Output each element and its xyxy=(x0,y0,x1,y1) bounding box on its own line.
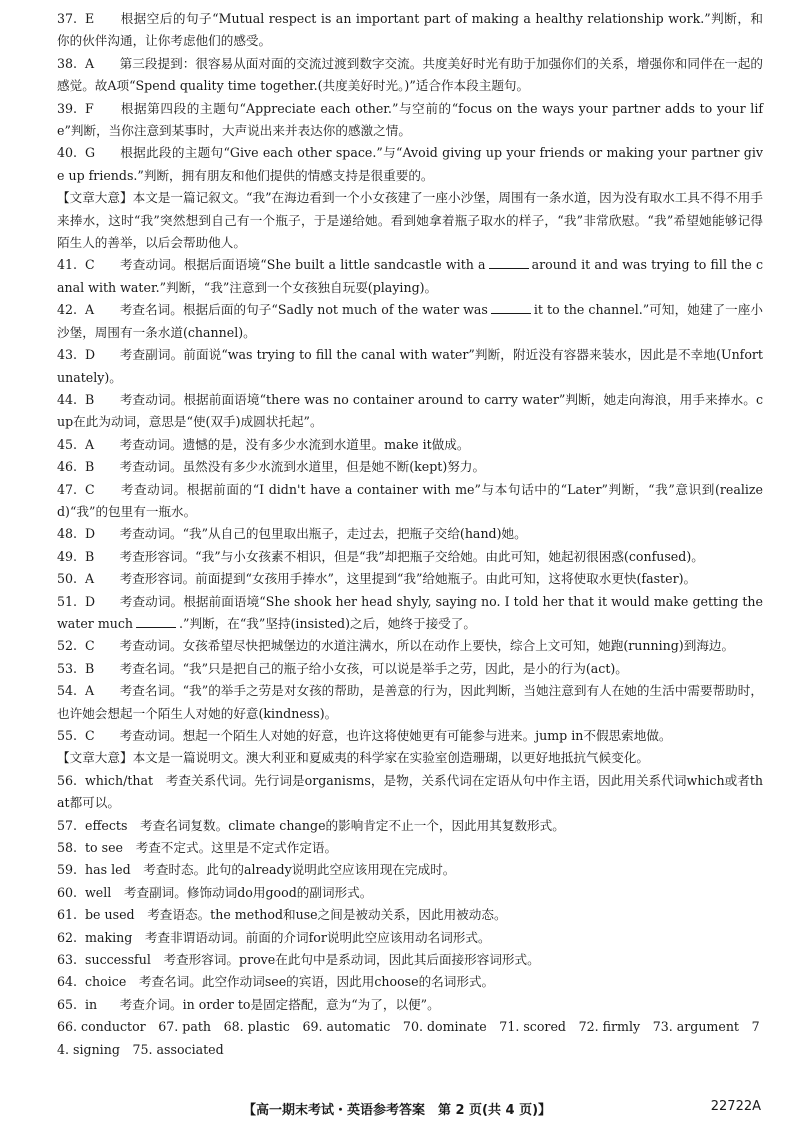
explanation-text: 考查形容词。“我”与小女孩素不相识，但是“我”却把瓶子交给她。由此可知，她起初很困惑(confused)。 xyxy=(119,548,704,564)
fill-blank-line xyxy=(491,301,531,314)
answer-key: well xyxy=(85,884,112,900)
answer-key: making xyxy=(85,929,133,945)
explanation-text: 考查动词。虽然没有多少水流到水道里，但是她不断(kept)努力。 xyxy=(119,459,486,475)
question-number: 37. xyxy=(57,11,78,26)
answer-key: A xyxy=(85,55,95,71)
explanation-text: 第三段提到：很容易从面对面的交流过渡到数字交流。共度美好时光有助于加强你们的关系，增强你和同伴在一起的感觉。故A项“Spend quality time together.(共度美好时光。)”适合作本段主题句。 xyxy=(57,55,764,94)
explanation-text: 考查动词。根据前面语境“She shook her head shyly, saying no. I told her that it would make getting the water much xyxy=(57,593,763,631)
question-number: 58. xyxy=(57,840,78,856)
explanation-text: 考查动词。根据前面语境“there was no container around to carry water”判断，她走向海浪，用手来捧水。cup在此为动词，意思是“使(双手)成圆状托起”。 xyxy=(57,391,764,430)
question-number: 57. xyxy=(57,817,78,833)
question-number: 50. xyxy=(57,571,78,587)
answer-key: A xyxy=(85,302,95,318)
explanation-text: 考查动词。根据前面的“I didn't have a container with me”与本句话中的“Later”判断，“我”意识到(realized)“我”的包里有一瓶水。 xyxy=(57,481,763,519)
answer-key: B xyxy=(85,548,95,564)
explanation-text: 考查形容词。prove在此句中是系动词，因此其后面接形容词形式。 xyxy=(163,952,540,968)
answer-key: to see xyxy=(85,840,124,856)
question-number: 62. xyxy=(57,929,78,945)
question-number: 55. xyxy=(57,728,78,743)
summary-label: 【文章大意】 xyxy=(57,190,133,206)
answer-item xyxy=(57,591,763,636)
answer-key: D xyxy=(85,526,96,542)
answer-item xyxy=(57,859,763,881)
question-number: 60. xyxy=(57,884,78,900)
answer-key: successful xyxy=(85,952,151,968)
explanation-text-continued: .”判断，在“我”坚持(insisted)之后，她终于接受了。 xyxy=(179,615,476,631)
fill-blank-line xyxy=(136,615,176,628)
fill-blank-line xyxy=(489,256,529,269)
summary-label: 【文章大意】 xyxy=(57,750,133,766)
question-number: 63. xyxy=(57,952,78,968)
question-number: 44. xyxy=(57,391,78,407)
answer-key: F xyxy=(85,100,94,116)
answer-key: effects xyxy=(85,817,128,833)
explanation-text: 考查名词复数。climate change的影响肯定不止一个，因此用其复数形式。 xyxy=(140,817,565,833)
question-number: 54. xyxy=(57,683,78,699)
explanation-text: 考查动词。“我”从自己的包里取出瓶子，走过去，把瓶子交给(hand)她。 xyxy=(119,526,527,542)
explanation-text: 考查动词。根据后面语境“She built a little sandcastle with a xyxy=(119,257,486,273)
answer-key: in xyxy=(85,996,98,1012)
explanation-text-continued: around it and was trying to fill the canal with water.”判断，“我”注意到一个女孩独自玩耍(playing)。 xyxy=(57,257,764,295)
explanation-text-continued: it to the channel.”可知，她建了一座小沙堡，周围有一条水道(channel)。 xyxy=(57,302,764,340)
question-number: 59. xyxy=(57,862,78,878)
explanation-text: 考查名词。“我”的举手之劳是对女孩的帮助，是善意的行为，因此判断，当她注意到有人在她的生活中需要帮助时，也许她会想起一个陌生人对她的好意(kindness)。 xyxy=(57,683,763,721)
answer-item xyxy=(57,949,763,971)
question-number: 61. xyxy=(57,907,78,923)
explanation-text: 考查时态。此句的already说明此空应该用现在完成时。 xyxy=(143,862,456,878)
question-number: 41. xyxy=(57,257,78,273)
answer-item xyxy=(57,434,763,456)
answer-item xyxy=(57,815,763,837)
answer-item xyxy=(57,994,763,1016)
question-number: 64. xyxy=(57,974,78,990)
answer-item xyxy=(57,904,763,926)
answer-key: E xyxy=(85,11,95,26)
answer-key: choice xyxy=(85,974,127,990)
answer-word-list: 66. conductor 67. path 68. plastic 69. automatic 70. dominate 71. scored 72. firmly 73. argument 74. signing 75. associated xyxy=(57,1019,760,1057)
question-number: 52. xyxy=(57,638,78,654)
answer-item xyxy=(57,635,763,657)
question-number: 38. xyxy=(57,55,78,71)
answer-key: B xyxy=(85,459,95,475)
answer-key: C xyxy=(85,638,95,654)
explanation-text: 考查动词。遗憾的是，没有多少水流到水道里。make it做成。 xyxy=(119,436,470,452)
explanation-text: 考查副词。修饰动词do用good的副词形式。 xyxy=(123,884,373,900)
answer-key: A xyxy=(85,683,95,699)
answer-item xyxy=(57,927,763,949)
answer-item xyxy=(57,568,763,590)
answer-item xyxy=(57,971,763,993)
question-number: 43. xyxy=(57,347,78,363)
explanation-text: 考查动词。想起一个陌生人对她的好意，也许这将使她更有可能参与进来。jump in不假思索地做。 xyxy=(119,728,672,743)
answer-key: B xyxy=(85,391,95,407)
answer-item xyxy=(57,98,763,143)
question-number: 42. xyxy=(57,302,78,318)
answer-item xyxy=(57,142,763,187)
page-footer xyxy=(0,1097,794,1119)
answer-item xyxy=(57,837,763,859)
explanation-text: 根据此段的主题句“Give each other space.”与“Avoid giving up your friends or making your partner give up friends.”判断，拥有朋友和他们提供的情感支持是很重要的。 xyxy=(57,145,763,183)
answer-item xyxy=(57,299,763,344)
answer-key: has led xyxy=(85,862,131,878)
answer-key: C xyxy=(85,257,95,273)
footer-code: 22722A xyxy=(710,1099,761,1114)
question-number: 47. xyxy=(57,481,78,497)
explanation-text: 考查介词。in order to是固定搭配，意为“为了，以便”。 xyxy=(119,996,440,1012)
article-summary xyxy=(57,187,763,254)
explanation-text: 考查动词。女孩希望尽快把城堡边的水道注满水，所以在动作上要快，综合上文可知，她跑(running)到海边。 xyxy=(119,638,735,654)
explanation-text: 考查名词。“我”只是把自己的瓶子给小女孩，可以说是举手之劳，因此，是小的行为(act)。 xyxy=(119,660,628,676)
explanation-text: 考查副词。前面说“was trying to fill the canal with water”判断，附近没有容器来装水，因此是不幸地(Unfortunately)。 xyxy=(57,347,763,385)
answer-key: which/that xyxy=(85,772,154,788)
article-summary xyxy=(57,747,763,769)
question-number: 49. xyxy=(57,548,78,564)
footer-title: 【高一期末考试・英语参考答案 第 2 页(共 4 页)】 xyxy=(242,1103,552,1118)
answer-item xyxy=(57,725,763,747)
explanation-text: 考查名词。根据后面的句子“Sadly not much of the water was xyxy=(119,302,488,318)
question-number: 53. xyxy=(57,660,78,676)
question-number: 48. xyxy=(57,526,78,542)
explanation-text: 根据第四段的主题句“Appreciate each other.”与空前的“focus on the ways your partner adds to your life”判断，当你注意到某事时，大声说出来并表达你的感激之情。 xyxy=(57,100,764,139)
question-number: 65. xyxy=(57,996,78,1012)
answer-item xyxy=(57,479,763,524)
answer-item xyxy=(57,53,763,98)
question-number: 45. xyxy=(57,436,78,452)
answer-item xyxy=(57,389,763,434)
question-number: 40. xyxy=(57,145,78,161)
answer-item xyxy=(57,344,763,389)
explanation-text: 考查关系代词。先行词是organisms，是物，关系代词在定语从句中作主语，因此用关系代词which或者that都可以。 xyxy=(57,772,764,811)
answer-item xyxy=(57,254,763,299)
answer-key: A xyxy=(85,571,95,587)
answer-item xyxy=(57,8,763,53)
answer-key: G xyxy=(85,145,96,161)
answer-item xyxy=(57,770,763,815)
answer-key: C xyxy=(85,481,95,497)
answer-item xyxy=(57,523,763,545)
answer-key: B xyxy=(85,660,95,676)
answer-item xyxy=(57,658,763,680)
question-number: 39. xyxy=(57,100,78,116)
answer-item xyxy=(57,882,763,904)
explanation-text: 考查形容词。前面提到“女孩用手捧水”，这里提到“我”给她瓶子。由此可知，这将使取水更快(faster)。 xyxy=(119,571,697,587)
explanation-text: 考查不定式。这里是不定式作定语。 xyxy=(135,840,338,856)
summary-text: 本文是一篇说明文。澳大利亚和夏威夷的科学家在实验室创造珊瑚，以更好地抵抗气候变化。 xyxy=(132,750,649,766)
explanation-text: 考查非谓语动词。前面的介词for说明此空应该用动名词形式。 xyxy=(144,929,491,945)
answer-key: A xyxy=(85,436,95,452)
answer-key: D xyxy=(85,347,96,363)
summary-text: 本文是一篇记叙文。“我”在海边看到一个小女孩建了一座小沙堡，周围有一条水道，因为没有取水工具不得不用手来捧水，这时“我”突然想到自己有一个瓶子，于是递给她。看到她拿着瓶子取水的样子，“我”非常欣慰。“我”希望她能够记得陌生人的善举，以后会帮助他人。 xyxy=(57,190,763,251)
answer-key: be used xyxy=(85,907,135,923)
answer-item xyxy=(57,680,763,725)
answer-item xyxy=(57,456,763,478)
answer-key: C xyxy=(85,728,95,743)
explanation-text: 考查语态。the method和use之间是被动关系，因此用被动态。 xyxy=(147,907,507,923)
answer-key: D xyxy=(85,593,96,609)
question-number: 56. xyxy=(57,772,78,788)
answer-item xyxy=(57,546,763,568)
question-number: 46. xyxy=(57,459,78,475)
question-number: 51. xyxy=(57,593,78,609)
answer-list xyxy=(57,8,763,1061)
explanation-text: 考查名词。此空作动词see的宾语，因此用choose的名词形式。 xyxy=(138,974,495,990)
explanation-text: 根据空后的句子“Mutual respect is an important part of making a healthy relationship work.”判断，和你的伙伴沟通，让你考虑他们的感受。 xyxy=(57,11,764,49)
